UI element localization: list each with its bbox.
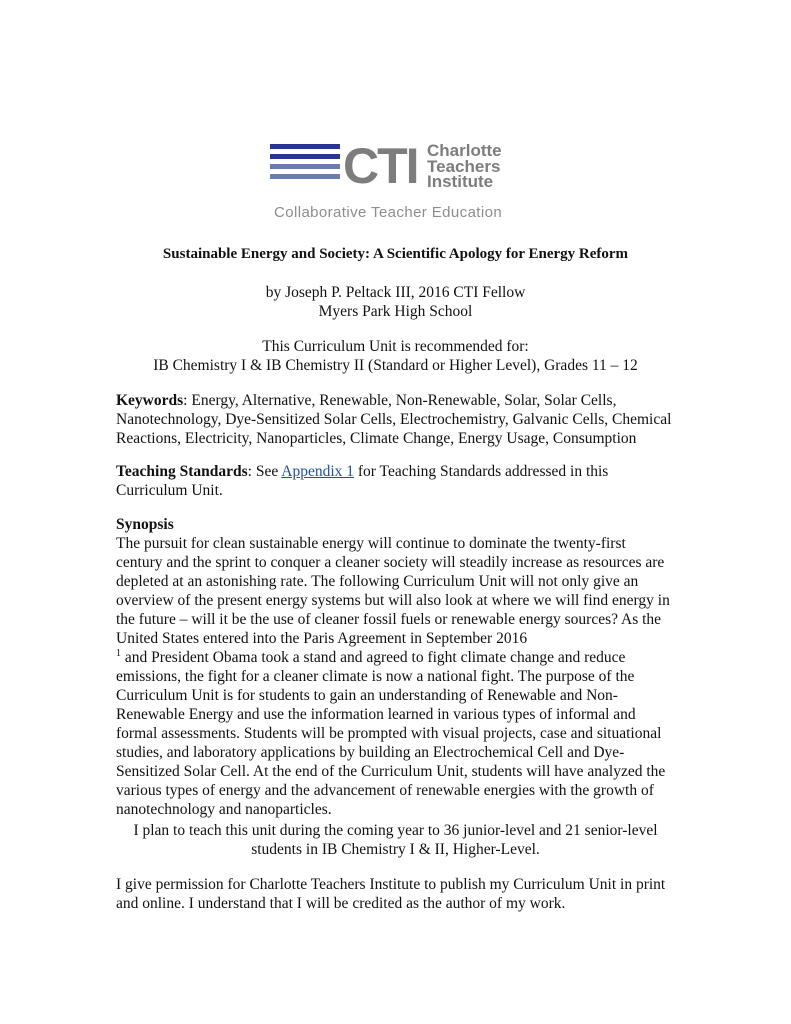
recommended-line: This Curriculum Unit is recommended for: [262, 338, 529, 355]
logo-tagline: Collaborative Teacher Education [274, 204, 503, 221]
school-line: Myers Park High School [318, 303, 473, 320]
logo-name: Charlotte Teachers Institute [427, 141, 502, 191]
logo-bars-icon [270, 144, 340, 184]
document-title: Sustainable Energy and Society: A Scientific Apology for Energy Reform [162, 246, 629, 262]
synopsis-heading: Synopsis [116, 516, 174, 533]
author-line: by Joseph P. Peltack III, 2016 CTI Fellow [265, 284, 526, 301]
permission-section: I give permission for Charlotte Teachers Institute to publish my Curriculum Unit in print and online. I understand that I will be credited as the author of my work. [116, 876, 666, 912]
teaching-standards-label: Teaching Standards [116, 463, 248, 480]
plan-line-2: students in IB Chemistry I & II, Higher-Level. [251, 841, 540, 858]
keywords-section: Keywords: Energy, Alternative, Renewable, Non-Renewable, Solar, Solar Cells, Nanotechnology, Dye-Sensitized Solar Cells, Electrochemistry, Galvanic Cells, Chemical Reactions, Electricity, Nanoparticles, Climate Change, Energy Usage, Consumption [116, 392, 672, 447]
keywords-label: Keywords [116, 392, 184, 409]
plan-line-1: I plan to teach this unit during the coming year to 36 junior-level and 21 senior-level [133, 822, 658, 839]
logo-acronym: CTI [343, 138, 418, 194]
teaching-standards-section: Teaching Standards: See Appendix 1 for Teaching Standards addressed in this Curriculum Unit. [116, 463, 609, 499]
cti-logo [270, 138, 530, 224]
footnote-marker[interactable]: 1 [116, 647, 121, 659]
appendix-link[interactable]: Appendix 1 [281, 463, 355, 480]
courses-line: IB Chemistry I & IB Chemistry II (Standard or Higher Level), Grades 11 – 12 [153, 357, 638, 374]
synopsis-section: Synopsis The pursuit for clean sustainable energy will continue to dominate the twenty-first century and the sprint to conquer a cleaner society will steadily increase as resources are depleted at an astonishing rate. The following Curriculum Unit will not only give an overview of the present energy systems but will also look at where we will find energy in the future – will it be the use of cleaner fossil fuels or renewable energy sources? As the United States entered into the Paris Agreement in September 2016 $^1$ and President Obama took a stand and agreed to fight climate change and reduce emissions, the fight for a cleaner climate is now a national fight. The purpose of the Curriculum Unit is for students to gain an understanding of Renewable and Non- Renewable Energy and use the information learned in various types of informal and formal assessments. Students will be prompted with visual projects, case and situational studies, and laboratory applications by building an Electrochemical Cell and Dye- Sensitized Solar Cell. At the end of the Curriculum Unit, students will have analyzed the various types of energy and the advancement of renewable energies with the growth of nanotechnology and nanoparticles. [116, 516, 670, 818]
